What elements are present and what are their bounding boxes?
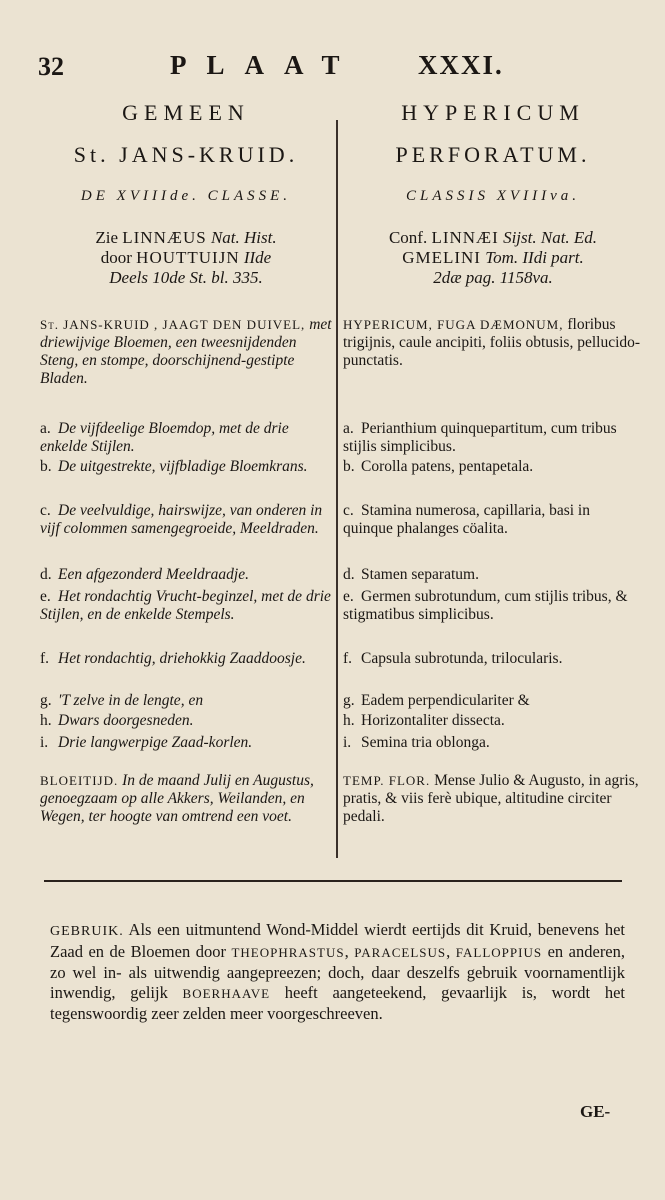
- left-item-e: e. Het rondachtig Vrucht-beginzel, met de drie Stijlen, en de enkelde Stempels.: [40, 588, 331, 623]
- right-title-genus: HYPERICUM: [401, 100, 585, 125]
- left-item-i: i. Drie langwerpige Zaad-korlen.: [40, 734, 253, 751]
- right-item-f: f. Capsula subrotunda, trilocularis.: [343, 650, 563, 667]
- left-class: DE XVIIIde. CLASSE.: [80, 188, 292, 204]
- right-item-c: c. Stamina numerosa, capillaria, basi in quinque phalanges cöalita.: [343, 502, 590, 537]
- ref-line: door HOUTTUIJN IIde: [100, 248, 272, 267]
- left-item-h: h. Dwars doorgesneden.: [40, 712, 194, 729]
- right-item-g: g. Eadem perpendiculariter &: [343, 692, 530, 709]
- left-item-c: c. De veelvuldige, hairswijze, van onderen in vijf colommen samengegroeide, Meeldraden.: [40, 502, 323, 537]
- ref-line: GMELINI Tom. IIdi part.: [402, 248, 584, 267]
- right-title-species: PERFORATUM.: [395, 142, 591, 167]
- usage-paragraph: GEBRUIK. Als een uitmuntend Wond-Middel wierdt eertijds dit Kruid, benevens het Zaad en de Bloemen door THEOPHRASTUS, PARACELSUS, FALLOPPIUS en anderen, zo wel in- als uitwendig aangepreezen; doch, daar deszelfs gebruik voornamentlijk inwendig, gelijk BOERHAAVE heeft aangeteekend, gevaarlijk is, wordt het tegenswoordig zeer zelden meer voorgeschreeven.: [50, 920, 626, 1023]
- ref-line: Deels 10de St. bl. 335.: [109, 268, 263, 287]
- ref-line: 2dæ pag. 1158va.: [433, 268, 553, 287]
- right-item-i: i. Semina tria oblonga.: [343, 734, 490, 751]
- left-flowering-time: BLOEITIJD. In de maand Julij en Augustus, genoegzaam op alle Akkers, Weilanden, en Wegen, ter hoogte van omtrend een voet.: [40, 772, 314, 825]
- left-item-f: f. Het rondachtig, driehokkig Zaaddoosje.: [40, 650, 306, 667]
- left-item-g: g. 'T zelve in de lengte, en: [40, 692, 204, 709]
- right-flowering-time: TEMP. FLOR. Mense Julio & Augusto, in agris, pratis, & viis ferè ubique, altitudine circiter pedali.: [343, 772, 639, 825]
- right-class: CLASSIS XVIIIva.: [406, 188, 580, 204]
- right-description: HYPERICUM, FUGA DÆMONUM, floribus trigijnis, caule ancipiti, foliis obtusis, pellucido-punctatis.: [343, 316, 641, 369]
- right-item-d: d. Stamen separatum.: [343, 566, 479, 583]
- ref-line: Conf. LINNÆI Sijst. Nat. Ed.: [388, 228, 598, 247]
- right-item-e: e. Germen subrotundum, cum stijlis tribus, & stigmatibus simplicibus.: [343, 588, 628, 623]
- right-item-b: b. Corolla patens, pentapetala.: [343, 458, 534, 475]
- plate-number: XXXI.: [418, 50, 504, 80]
- column-divider: [336, 120, 338, 858]
- left-title-common-name: GEMEEN: [122, 100, 250, 125]
- catchword: GE-: [580, 1102, 611, 1121]
- horizontal-rule: [44, 880, 622, 882]
- left-reference: [40, 228, 332, 288]
- page-number: 32: [38, 52, 64, 81]
- left-description: St. JANS-KRUID , JAAGT DEN DUIVEL, met driewijvige Bloemen, een tweesnijdenden Steng, en stompe, doorschijnend-gestipte Bladen.: [40, 316, 332, 387]
- right-reference: [343, 228, 643, 288]
- right-item-h: h. Horizontaliter dissecta.: [343, 712, 505, 729]
- left-title-species: St. JANS-KRUID.: [73, 142, 299, 167]
- right-item-a: a. Perianthium quinquepartitum, cum tribus stijlis simplicibus.: [343, 420, 617, 455]
- left-item-d: d. Een afgezonderd Meeldraadje.: [40, 566, 249, 583]
- plate-label: PLAAT: [170, 50, 360, 80]
- left-item-a: a. De vijfdeelige Bloemdop, met de drie enkelde Stijlen.: [40, 420, 289, 455]
- left-item-b: b. De uitgestrekte, vijfbladige Bloemkrans.: [40, 458, 308, 475]
- ref-line: Zie LINNÆUS Nat. Hist.: [95, 228, 277, 247]
